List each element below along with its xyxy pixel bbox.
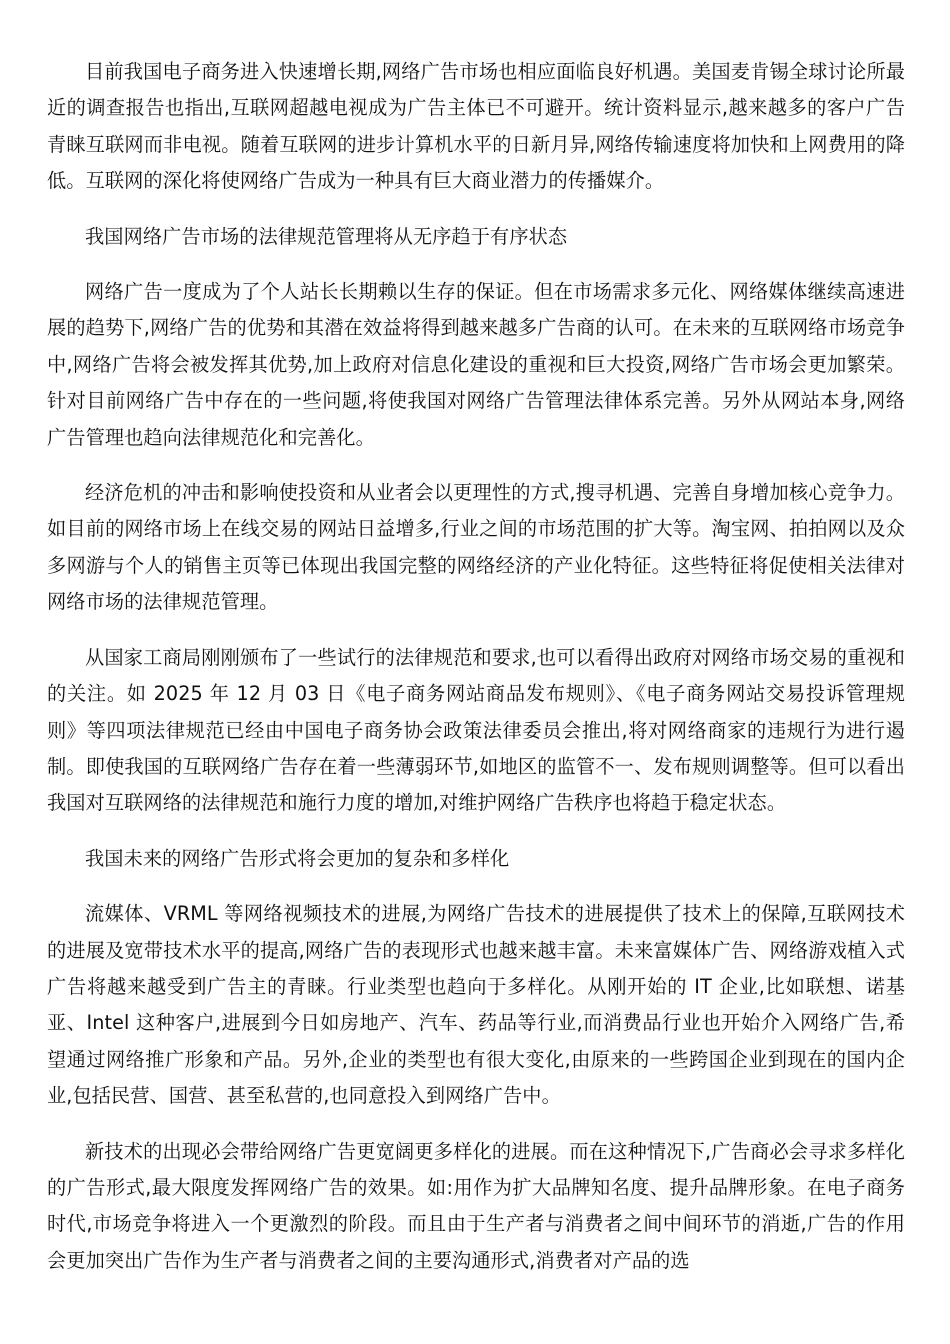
paragraph-ad-market-prospects: 网络广告一度成为了个人站长长期赖以生存的保证。但在市场需求多元化、网络媒体继续高速进展的趋势下,网络广告的优势和其潜在效益将得到越来越多广告商的认可。在未来的互联网络市场竞争中,网络广告将会被发挥其优势,加上政府对信息化建设的重视和巨大投资,网络广告市场会更加繁荣。针对目前网络广告中存在的一些问题,将使我国对网络广告管理法律体系完善。另外从网站本身,网络广告管理也趋向法律规范化和完善化。	[47, 280, 905, 449]
paragraph-video-technology: 流媒体、VRML 等网络视频技术的进展,为网络广告技术的进展提供了技术上的保障,互联网技术的进展及宽带技术水平的提高,网络广告的表现形式也越来越丰富。未来富媒体广告、网络游戏植入式广告将越来越受到广告主的青睐。行业类型也趋向于多样化。从刚开始的 IT 企业,比如联想、诺基亚、Intel 这种客户,进展到今日如房地产、汽车、药品等行业,而消费品行业也开始介入网络广告,希望通过网络推广形象和产品。另外,企业的类型也有很大变化,由原来的一些跨国企业到现在的国内企业,包括民营、国营、甚至私营的,也同意投入到网络广告中。	[47, 902, 905, 1108]
paragraph-new-technology: 新技术的出现必会带给网络广告更宽阔更多样化的进展。而在这种情况下,广告商必会寻求多样化的广告形式,最大限度发挥网络广告的效果。如:用作为扩大品牌知名度、提升品牌形象。在电子商务时代,市场竞争将进入一个更激烈的阶段。而且由于生产者与消费者之间中间环节的消逝,广告的作用会更加突出广告作为生产者与消费者之间的主要沟通形式,消费者对产品的选	[47, 1139, 905, 1272]
section-heading-legal-regulation: 我国网络广告市场的法律规范管理将从无序趋于有序状态	[85, 224, 568, 248]
paragraph-government-rules: 从国家工商局刚刚颁布了一些试行的法律规范和要求,也可以看得出政府对网络市场交易的重视和的关注。如 2025 年 12 月 03 日《电子商务网站商品发布规则》、《电子商务网站交易投诉管理规则》等四项法律规范已经由中国电子商务协会政策法律委员会推出,将对网络商家的违规行为进行遏制。即使我国的互联网络广告存在着一些薄弱环节,如地区的监管不一、发布规则调整等。但可以看出我国对互联网络的法律规范和施行力度的增加,对维护网络广告秩序也将趋于稳定状态。	[47, 645, 905, 815]
document-body	[47, 54, 905, 1298]
paragraph-economic-crisis: 经济危机的冲击和影响使投资和从业者会以更理性的方式,搜寻机遇、完善自身增加核心竞争力。如目前的网络市场上在线交易的网站日益增多,行业之间的市场范围的扩大等。淘宝网、拍拍网以及众多网游与个人的销售主页等已体现出我国完整的网络经济的产业化特征。这些特征将促使相关法律对网络市场的法律规范管理。	[47, 481, 905, 614]
paragraph-ecommerce-growth: 目前我国电子商务进入快速增长期,网络广告市场也相应面临良好机遇。美国麦肯锡全球讨论所最近的调查报告也指出,互联网超越电视成为广告主体已不可避开。统计资料显示,越来越多的客户广告青睐互联网而非电视。随着互联网的进步计算机水平的日新月异,网络传输速度将加快和上网费用的降低。互联网的深化将使网络广告成为一种具有巨大商业潜力的传播媒介。	[47, 60, 905, 193]
section-heading-ad-diversification: 我国未来的网络广告形式将会更加的复杂和多样化	[85, 846, 510, 870]
